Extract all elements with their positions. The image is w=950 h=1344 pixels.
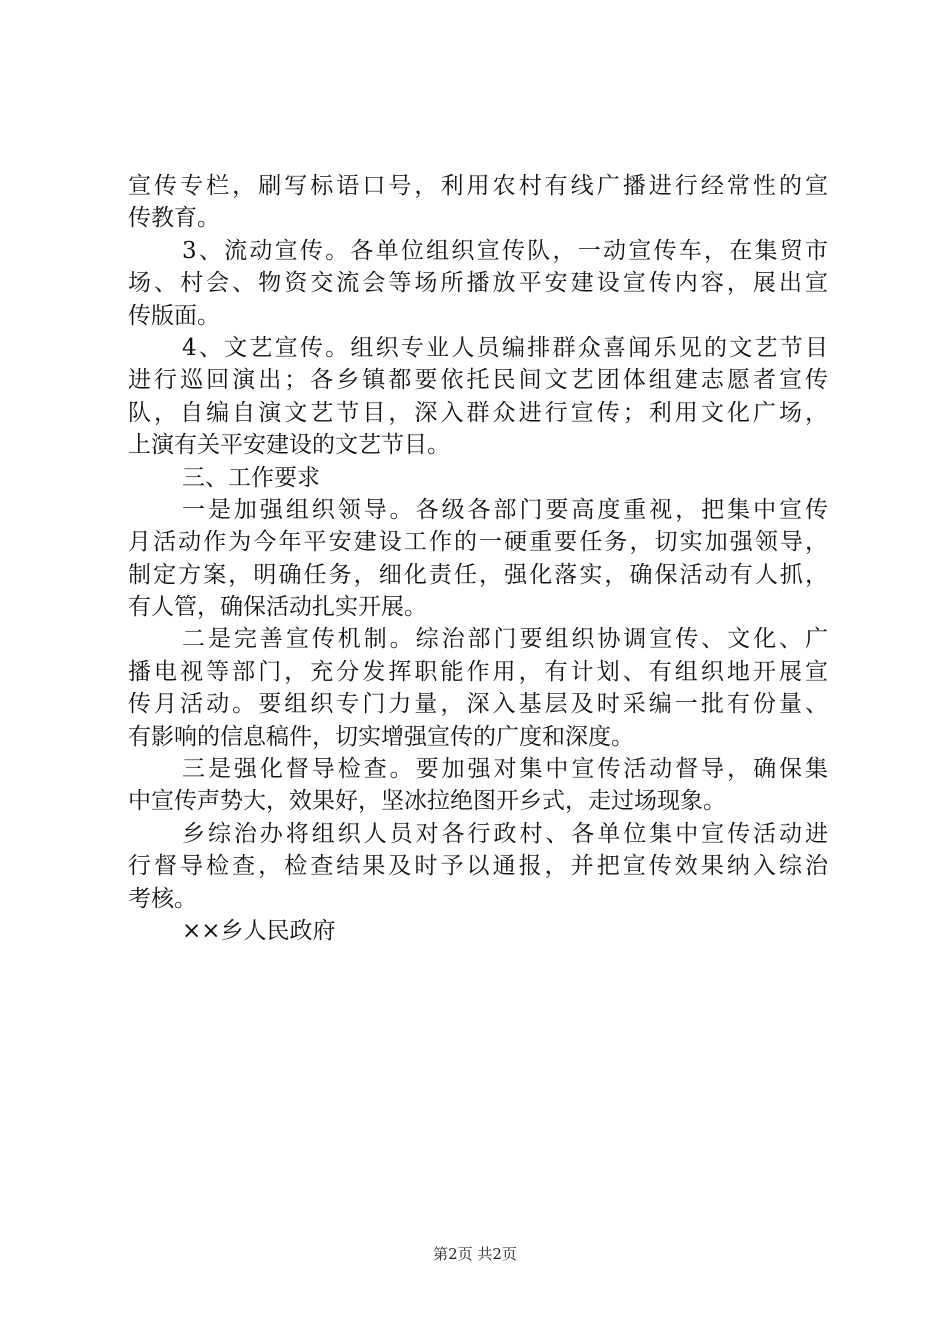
paragraph-start-line: 二是完善宣传机制。综治部门要组织协调宣传、文化、广 bbox=[182, 626, 828, 653]
text-line: 考核。 bbox=[128, 885, 197, 912]
text-line: 传教育。 bbox=[128, 205, 220, 232]
text-line: 传月活动。要组织专门力量，深入基层及时采编一批有份量、 bbox=[128, 691, 828, 718]
paragraph-start-line: 一是加强组织领导。各级各部门要高度重视，把集中宣传 bbox=[182, 496, 828, 523]
paragraph-start-line: 乡综治办将组织人员对各行政村、各单位集中宣传活动进 bbox=[182, 820, 828, 847]
text-line: 宣传专栏，刷写标语口号，利用农村有线广播进行经常性的宣 bbox=[128, 173, 828, 199]
paragraph-start-line: 三是强化督导检查。要加强对集中宣传活动督导，确保集 bbox=[182, 756, 828, 783]
section-heading: 三、工作要求 bbox=[182, 464, 320, 491]
text-line: 传版面。 bbox=[128, 302, 220, 329]
text-line: 播电视等部门，充分发挥职能作用，有计划、有组织地开展宣 bbox=[128, 658, 828, 685]
document-body bbox=[128, 170, 828, 947]
text-line: 进行巡回演出；各乡镇都要依托民间文艺团体组建志愿者宣传 bbox=[128, 367, 828, 394]
paragraph-start-line: 3、流动宣传。各单位组织宣传队，一动宣传车，在集贸市 bbox=[182, 237, 828, 264]
paragraph-start-line: 4、文艺宣传。组织专业人员编排群众喜闻乐见的文艺节目 bbox=[182, 334, 828, 361]
text-line: 行督导检查，检查结果及时予以通报，并把宣传效果纳入综治 bbox=[128, 853, 828, 880]
text-line: 中宣传声势大，效果好，坚冰拉绝图开乡式，走过场现象。 bbox=[128, 788, 726, 815]
text-line: 队，自编自演文艺节目，深入群众进行宣传；利用文化广场， bbox=[128, 399, 828, 426]
signature-line: ××乡人民政府 bbox=[182, 917, 336, 944]
page-number-footer: 第2页 共2页 bbox=[433, 1245, 517, 1263]
text-line: 有人管，确保活动扎实开展。 bbox=[128, 594, 427, 621]
text-line: 月活动作为今年平安建设工作的一硬重要任务，切实加强领导， bbox=[128, 529, 828, 556]
text-line: 制定方案，明确任务，细化责任，强化落实，确保活动有人抓， bbox=[128, 561, 828, 588]
text-line: 有影响的信息稿件，切实增强宣传的广度和深度。 bbox=[128, 723, 634, 750]
text-line: 场、村会、物资交流会等场所播放平安建设宣传内容，展出宣 bbox=[128, 270, 828, 297]
text-line: 上演有关平安建设的文艺节目。 bbox=[128, 432, 450, 459]
